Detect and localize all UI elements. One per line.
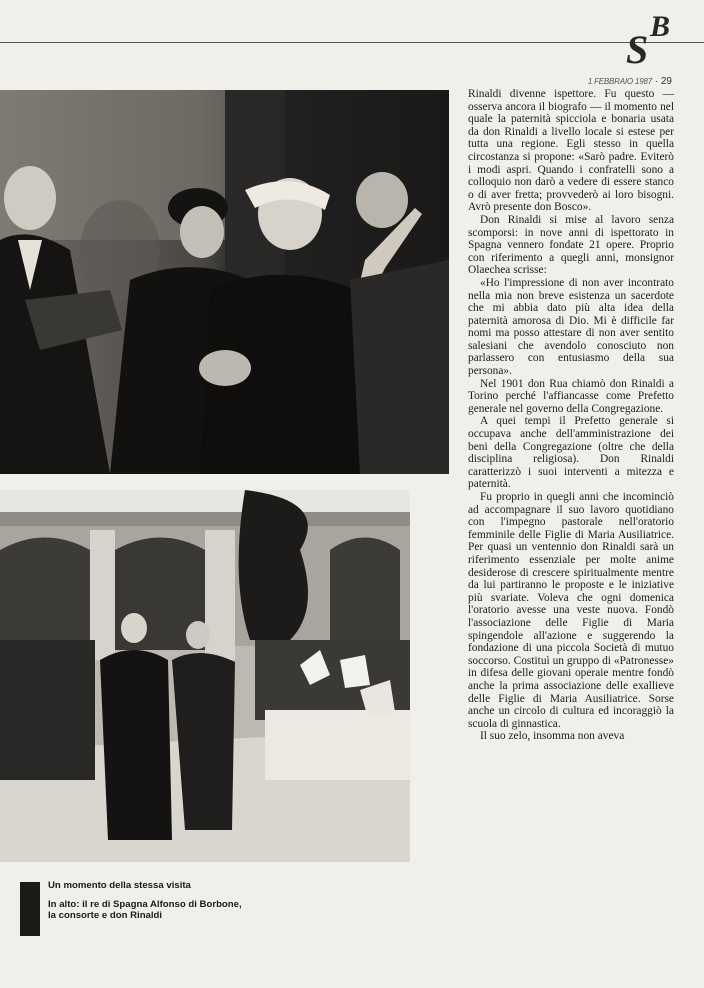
folio-separator: ·	[654, 76, 659, 87]
top-photo-illustration	[0, 90, 449, 474]
top-photo	[0, 90, 449, 474]
article-paragraph: Nel 1901 don Rua chiamò don Rinaldi a Torino perché l'affiancasse come Prefetto generale nel governo della Congregazione.	[468, 377, 674, 415]
page-folio	[588, 76, 672, 87]
caption-bar	[20, 882, 40, 936]
issue-date: 1 FEBBRAIO 1987	[587, 77, 652, 86]
article-paragraph: Don Rinaldi si mise al lavoro senza scomporsi: in nove anni di ispettorato in Spagna vennero fondate 21 opere. Proprio con riferimento a quegli anni, monsignor Olaechea scrisse:	[468, 213, 674, 277]
caption-top-photo: In alto: il re di Spagna Alfonso di Borbone, la consorte e don Rinaldi	[48, 899, 242, 921]
article-paragraph: A quei tempi il Prefetto generale si occupava anche dell'amministrazione dei beni della Congregazione (oltre che della disciplina religiosa). Don Rinaldi caratterizzò i suoi interventi a mitezza e paternità.	[468, 415, 674, 491]
page-number: 29	[660, 76, 672, 87]
article-paragraph: «Ho l'impressione di non aver incontrato nella mia non breve esistenza un sacerdote che mi abbia dato più alta idea della paternità amorosa di Dio. Mi è difficile far nomi ma posso attestare di non aver sentito salesiani che avendolo conosciuto non parlassero con entusiasmo della sua persona».	[468, 276, 674, 378]
magazine-logo: S B	[626, 10, 671, 72]
article-paragraph: Fu proprio in quegli anni che incominciò ad accompagnare il suo lavoro quotidiano con l'impegno pastorale nell'oratorio femminile delle Figlie di Maria Ausiliatrice. Per quasi un ventennio don Rinaldi sarà un riferimento essenziale per molte anime desiderose di crescere spiritualmente mentre da lui partiranno le proposte e le iniziative più svariate. Voleva che ogni domenica l'oratorio avesse una veste nuova. Fondò l'associazione delle Figlie di Maria spingendole all'azione e suggerendo la fondazione di una piccola Società di mutuo soccorso. Costituì un gruppo di «Patronesse» in difesa delle giovani operaie mentre fondò anche la prima associazione delle exallieve delle Figlie di Maria Ausiliatrice. Sorse anche un circolo di cultura ed incoraggiò la scuola di ginnastica.	[468, 491, 674, 730]
bottom-photo-illustration	[0, 490, 410, 862]
article-text-column	[468, 88, 674, 743]
article-paragraph: Il suo zelo, insomma non aveva	[480, 730, 625, 743]
bottom-photo	[0, 490, 410, 862]
caption-bottom-photo: Un momento della stessa visita	[48, 880, 191, 891]
article-paragraph: Rinaldi divenne ispettore. Fu questo — osserva ancora il biografo — il momento nel quale la paternità spicciola e bonaria usata da don Rinaldi a livello locale si estese per tutta una regione. Egli stesso in quella circostanza si propone: «Sarò padre. Eviterò i modi aspri. Quando i confratelli sono a colloquio non darò a vedere di essere stanco o di aver fretta; provvederò ai loro bisogni. Avrò presente don Bosco».	[468, 88, 674, 214]
photo-caption	[48, 880, 248, 929]
header-rule	[0, 42, 704, 43]
